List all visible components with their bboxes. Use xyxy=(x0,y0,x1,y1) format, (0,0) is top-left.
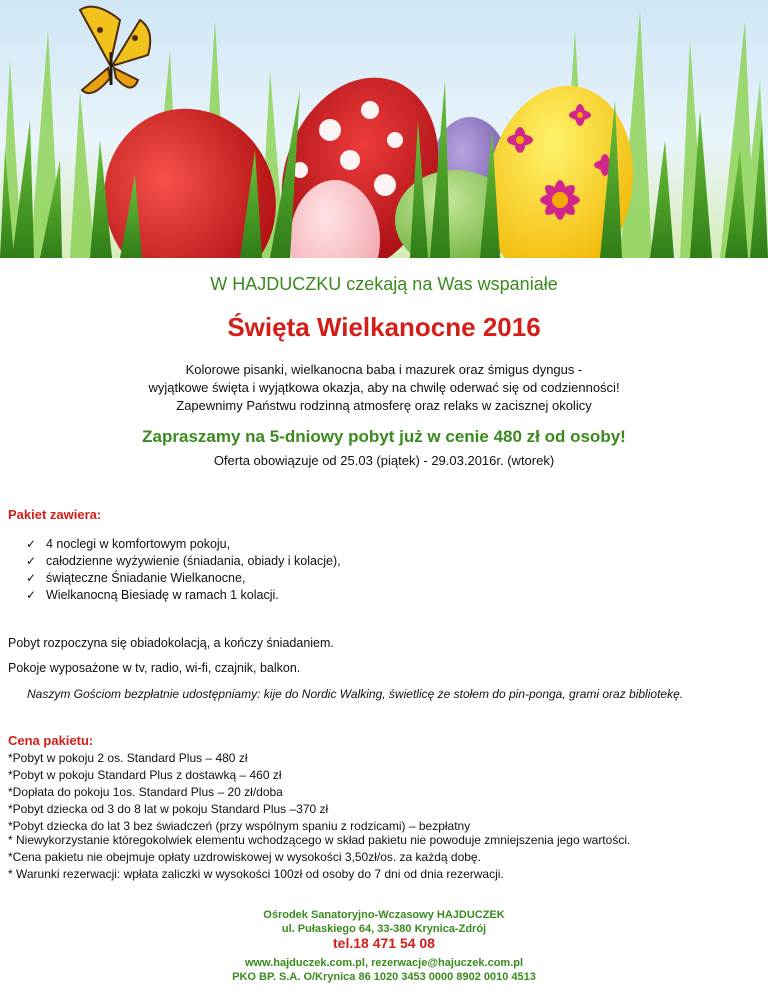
package-title: Pakiet zawiera: xyxy=(8,507,102,522)
stay-start-info: Pobyt rozpoczyna się obiadokolacją, a kończy śniadaniem. xyxy=(8,636,334,650)
footer-org-name: Ośrodek Sanatoryjno-Wczasowy HAJDUCZEK xyxy=(263,909,505,921)
list-item: * Warunki rezerwacji: wpłata zaliczki w wysokości 100zł od osoby do 7 dni od dnia rezerwacji. xyxy=(8,867,504,881)
package-list xyxy=(26,536,341,604)
list-item: *Pobyt w pokoju Standard Plus z dostawką – 460 zł xyxy=(8,768,282,782)
list-item: ✓ Wielkanocną Biesiadę w ramach 1 kolacji. xyxy=(26,588,279,602)
intro-text: W HAJDUCZKU czekają na Was wspaniałe xyxy=(210,274,558,294)
description xyxy=(0,361,768,415)
description-line: Kolorowe pisanki, wielkanocna baba i mazurek oraz śmigus dyngus - xyxy=(185,362,583,377)
list-item: *Pobyt dziecka do lat 3 bez świadczeń (przy wspólnym spaniu z rodzicami) – bezpłatny xyxy=(8,819,471,833)
rooms-info: Pokoje wyposażone w tv, radio, wi-fi, czajnik, balkon. xyxy=(8,661,301,675)
list-item: ✓ całodzienne wyżywienie (śniadania, obiady i kolacje), xyxy=(26,554,341,568)
description-line: Zapewnimy Państwu rodzinną atmosferę oraz relaks w zacisznej okolicy xyxy=(176,398,592,413)
footer-bank-account: PKO BP. S.A. O/Krynica 86 1020 3453 0000 8902 0010 4513 xyxy=(232,971,536,983)
footer-contact xyxy=(0,956,768,984)
list-item: * Niewykorzystanie któregokolwiek elementu wchodzącego w skład pakietu nie powoduje zmniejszenia jego wartości. xyxy=(8,833,631,847)
footer-web-email[interactable]: www.hajduczek.com.pl, rezerwacje@hajuczek.com.pl xyxy=(244,957,524,969)
offer-validity: Oferta obowiązuje od 25.03 (piątek) - 29.03.2016r. (wtorek) xyxy=(213,453,555,468)
notes-list xyxy=(8,832,630,883)
list-item: ✓ 4 noclegi w komfortowym pokoju, xyxy=(26,537,231,551)
offer-headline: Zapraszamy na 5-dniowy pobyt już w cenie 480 zł od osoby! xyxy=(142,427,626,446)
hero-image xyxy=(0,0,768,258)
check-icon: ✓ xyxy=(26,571,37,585)
check-icon: ✓ xyxy=(26,537,37,551)
footer-org xyxy=(0,908,768,936)
free-offer-info: Naszym Gościom bezpłatnie udostępniamy: kije do Nordic Walking, świetlicę ze stołem do pin-ponga, grami oraz bibliotekę. xyxy=(27,687,684,701)
list-item: *Pobyt dziecka od 3 do 8 lat w pokoju Standard Plus –370 zł xyxy=(8,802,329,816)
price-list xyxy=(8,750,470,835)
list-item: *Dopłata do pokoju 1os. Standard Plus – 20 zł/doba xyxy=(8,785,283,799)
check-icon: ✓ xyxy=(26,554,37,568)
footer-address: ul. Pułaskiego 64, 33-380 Krynica-Zdrój xyxy=(281,923,487,935)
page-title: Święta Wielkanocne 2016 xyxy=(227,312,541,342)
check-icon: ✓ xyxy=(26,588,37,602)
list-item: ✓ świąteczne Śniadanie Wielkanocne, xyxy=(26,571,246,585)
list-item: *Cena pakietu nie obejmuje opłaty uzdrowiskowej w wysokości 3,50zł/os. za każdą dobę. xyxy=(8,850,481,864)
price-title: Cena pakietu: xyxy=(8,733,94,748)
list-item: *Pobyt w pokoju 2 os. Standard Plus – 480 zł xyxy=(8,751,248,765)
description-line: wyjątkowe święta i wyjątkowa okazja, aby na chwilę oderwać się od codzienności! xyxy=(148,380,620,395)
footer-phone: tel.18 471 54 08 xyxy=(333,935,435,951)
